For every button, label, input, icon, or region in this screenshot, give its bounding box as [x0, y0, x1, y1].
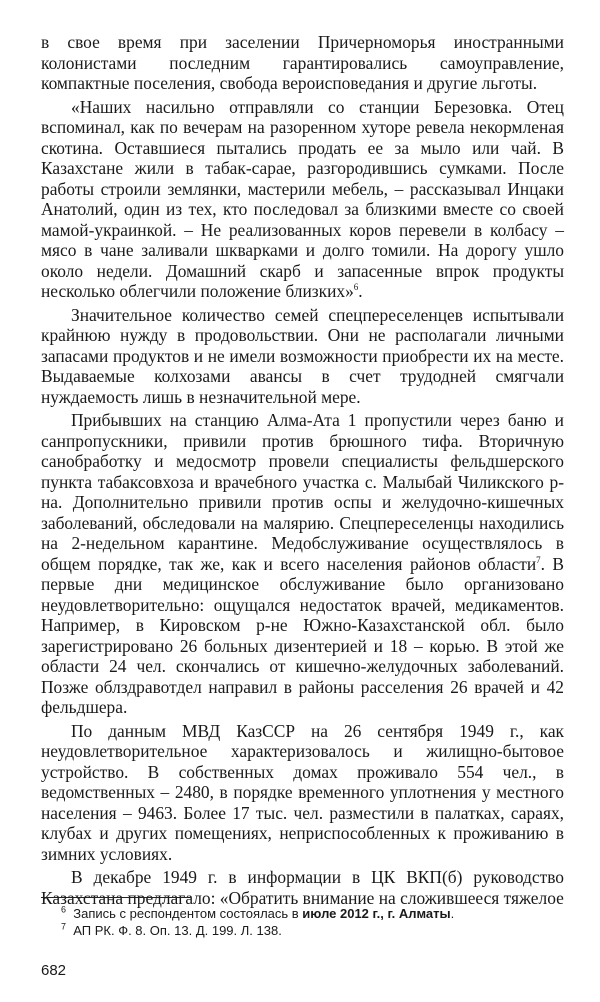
footnote-divider: [41, 897, 191, 898]
paragraph-3: Значительное количество семей спецпереселенцев испытывали крайнюю нужду в продовольствии. Они не располагали личными запасами продуктов и не имели возможности приобрести их на месте. Выдаваемые колхозами авансы в счет трудодней смягчали нуждаемость лишь в незначительной мере.: [41, 304, 564, 407]
paragraph-5: По данным МВД КазССР на 26 сентября 1949 г., как неудовлетворительное характеризовалось и жилищно-бытовое устройство. В собственных домах проживало 554 чел., в ведомственных – 2480, в порядке временного уплотнения у местного населения – 9463. Более 17 тыс. чел. разместили в палатках, сараях, клубах и других помещениях, неприспособленных к проживанию в зимних условиях.: [41, 720, 564, 864]
page-number: 682: [41, 962, 67, 979]
paragraph-4: Прибывших на станцию Алма-Ата 1 пропустили через баню и санпропускники, привили против брюшного тифа. Вторичную санобработку и медосмотр провели специалисты фельдшерского пункта табаксовхоза и врачебного участка с. Малыбай Чиликского р-на. Дополнительно привили против оспы и желудочно-кишечных заболеваний, обследовали на малярию. Спецпереселенцы находились на 2-недельном карантине. Медобслуживание осуществлялось в общем порядке, так же, как и всего населения районов области$^7$. В первые дни медицинское обслуживание было организовано неудовлетворительно: ощущался недостаток врачей, медикаментов. Например, в Кировском р-не Южно-Казахстанской обл. было зарегистрировано 26 больных дизентерией и 18 – корью. В этой же области 24 чел. скончались от кишечно-желудочных заболеваний. Позже облздравотдел направил в районы расселения 26 врачей и 42 фельдшера.: [41, 410, 565, 717]
footnote-ref-7[interactable]: 7: [536, 554, 541, 565]
footnote-7: $^7$ АП РК. Ф. 8. Оп. 13. Д. 199. Л. 138.: [61, 921, 282, 938]
body-text: [41, 32, 564, 908]
paragraph-6: В декабре 1949 г. в информации в ЦК ВКП(б) руководство Казахстана предлагало: «Обратить внимание на сложившееся тяжелое: [41, 867, 564, 908]
footnote-6: $^6$ Запись с респондентом состоялась в июле 2012 г., г. Алматы.: [61, 904, 455, 921]
paragraph-2: «Наших насильно отправляли со станции Березовка. Отец вспоминал, как по вечерам на разоренном хуторе ревела некормленая скотина. Оставшиеся пытались продать ее за мыло или чай. В Казахстане жили в табак-сарае, разгородившись сумками. После работы строили землянки, мастерили мебель, – рассказывал Инцаки Анатолий, один из тех, кто последовал за близкими вместе со своей мамой-украинкой. – Не реализованных коров перевели в колбасу – мясо в чане заливали шкварками и долго томили. На дорогу ушло около недели. Домашний скарб и запасенные впрок продукты несколько облегчили положение близких»$^6$.: [41, 96, 564, 301]
footnote-number: 7: [61, 921, 67, 932]
footnote-number: 6: [61, 904, 67, 915]
footnote-ref-6[interactable]: 6: [353, 282, 359, 293]
footnotes: [41, 905, 564, 939]
paragraph-1: в свое время при заселении Причерноморья иностранными колонистами последним гарантировались самоуправление, компактные поселения, свобода вероисповедания и другие льготы.: [41, 32, 564, 93]
